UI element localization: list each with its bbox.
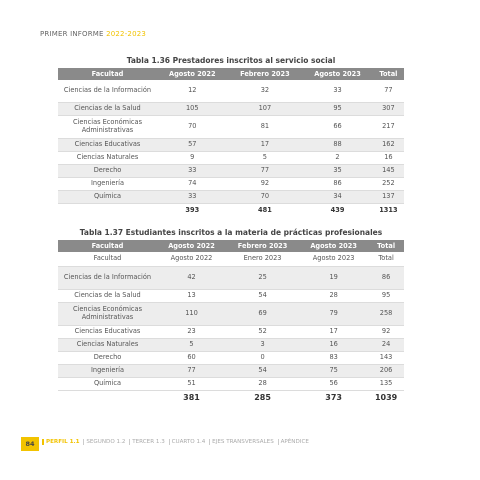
table-cell: 145 <box>373 165 404 178</box>
totals-cell <box>58 204 157 219</box>
section-nav <box>42 439 311 445</box>
nav-item-perfil[interactable]: PERFIL 1.1 <box>42 439 82 445</box>
table-cell: 16 <box>299 339 368 352</box>
totals-cell: 1039 <box>374 393 398 403</box>
table-cell: 19 <box>299 267 368 290</box>
table-cell: 5 <box>157 339 226 352</box>
table-cell: 258 <box>368 303 404 326</box>
table-row <box>58 290 404 303</box>
table-cell: 5 <box>228 152 303 165</box>
table-cell: 42 <box>157 267 226 290</box>
table-header-row <box>58 240 404 252</box>
subheader-cell: Total <box>368 252 404 267</box>
table-cell: 143 <box>368 352 404 365</box>
table-estudiantes-block <box>58 228 404 405</box>
table-row <box>58 303 404 326</box>
table-estudiantes <box>58 240 404 405</box>
column-header: Total <box>368 240 404 252</box>
table-cell: Ciencias de la Salud <box>58 103 157 116</box>
table-row <box>58 139 404 152</box>
table-cell: 54 <box>226 365 299 378</box>
table-caption: Tabla 1.37 Estudiantes inscritos a la materia de prácticas profesionales <box>79 228 383 237</box>
table-cell: 56 <box>299 378 368 391</box>
table-cell: Química <box>58 378 157 391</box>
table-cell: Ciencias Educativas <box>58 139 157 152</box>
table-cell: 17 <box>228 139 303 152</box>
table-row <box>58 116 404 139</box>
table-cell: Ciencias Educativas <box>58 326 157 339</box>
table-cell: Derecho <box>58 352 157 365</box>
table-cell: 206 <box>368 365 404 378</box>
table-cell: Ciencias Naturales <box>58 152 157 165</box>
table-cell: Química <box>58 191 157 204</box>
table-cell: 24 <box>368 339 404 352</box>
table-subheader-row <box>58 252 404 267</box>
page-header <box>40 30 146 38</box>
table-cell: 60 <box>157 352 226 365</box>
table-row <box>58 339 404 352</box>
table-cell: 252 <box>373 178 404 191</box>
page-number: 84 <box>21 437 39 451</box>
table-cell: 77 <box>228 165 303 178</box>
totals-cell: 393 <box>185 206 200 215</box>
totals-row <box>58 204 404 219</box>
table-cell: 28 <box>226 378 299 391</box>
table-row <box>58 178 404 191</box>
table-row <box>58 326 404 339</box>
table-cell: 70 <box>228 191 303 204</box>
table-cell: Ciencias Naturales <box>58 339 157 352</box>
column-header: Total <box>373 68 404 80</box>
table-row <box>58 267 404 290</box>
column-header: Febrero 2023 <box>226 240 299 252</box>
table-cell: 70 <box>157 116 228 139</box>
totals-row <box>58 391 404 406</box>
subheader-cell: Facultad <box>58 252 157 267</box>
table-cell: 92 <box>228 178 303 191</box>
table-cell: 13 <box>157 290 226 303</box>
table-cell: 54 <box>226 290 299 303</box>
table-cell: 77 <box>157 365 226 378</box>
table-cell: 52 <box>226 326 299 339</box>
table-cell: 162 <box>373 139 404 152</box>
table-row <box>58 103 404 116</box>
table-cell: 69 <box>226 303 299 326</box>
table-prestadores-block <box>58 56 404 218</box>
table-cell: 16 <box>373 152 404 165</box>
column-header: Agosto 2022 <box>157 240 226 252</box>
table-cell: 81 <box>228 116 303 139</box>
table-cell: 217 <box>373 116 404 139</box>
table-row <box>58 352 404 365</box>
page-footer <box>0 436 480 452</box>
nav-item-apendice[interactable]: APÉNDICE <box>278 439 311 445</box>
table-cell: 57 <box>157 139 228 152</box>
totals-cell: 1313 <box>379 206 398 215</box>
table-cell: 107 <box>228 103 303 116</box>
table-cell: 86 <box>302 178 373 191</box>
column-header: Facultad <box>58 240 157 252</box>
column-header: Agosto 2023 <box>302 68 373 80</box>
table-cell: 32 <box>228 80 303 103</box>
table-cell: 74 <box>157 178 228 191</box>
table-cell: 33 <box>157 191 228 204</box>
table-cell: Derecho <box>58 165 157 178</box>
table-row <box>58 378 404 391</box>
subheader-cell: Enero 2023 <box>226 252 299 267</box>
table-cell: Ciencias de la Información <box>58 267 157 290</box>
table-row <box>58 165 404 178</box>
table-cell: Ciencias de la Salud <box>58 290 157 303</box>
table-cell: 33 <box>157 165 228 178</box>
table-cell: 25 <box>226 267 299 290</box>
table-cell: 66 <box>302 116 373 139</box>
table-cell: 2 <box>302 152 373 165</box>
header-prefix: PRIMER INFORME <box>40 30 107 38</box>
totals-cell: 373 <box>325 393 342 403</box>
table-cell: 105 <box>157 103 228 116</box>
table-cell: 51 <box>157 378 226 391</box>
table-cell: 83 <box>299 352 368 365</box>
table-cell: Ciencias Económicas Administrativas <box>58 303 157 326</box>
totals-cell <box>58 391 157 406</box>
table-cell: 3 <box>226 339 299 352</box>
table-cell: Ciencias Económicas Administrativas <box>58 116 157 139</box>
table-cell: 23 <box>157 326 226 339</box>
table-cell: 95 <box>302 103 373 116</box>
table-cell: Ciencias de la Información <box>58 80 157 103</box>
table-cell: 35 <box>302 165 373 178</box>
header-year: 2022-2023 <box>106 30 147 38</box>
table-cell: 307 <box>373 103 404 116</box>
column-header: Facultad <box>58 68 157 80</box>
totals-cell: 481 <box>258 206 272 215</box>
table-cell: 92 <box>368 326 404 339</box>
table-cell: 12 <box>157 80 228 103</box>
table-cell: 75 <box>299 365 368 378</box>
nav-item-ejes[interactable]: EJES TRANSVERSALES <box>209 439 276 445</box>
table-caption: Tabla 1.36 Prestadores inscritos al servicio social <box>126 56 336 65</box>
table-cell: 0 <box>226 352 299 365</box>
table-cell: 34 <box>302 191 373 204</box>
table-cell: 17 <box>299 326 368 339</box>
table-cell: 28 <box>299 290 368 303</box>
table-cell: 9 <box>157 152 228 165</box>
table-cell: 110 <box>157 303 226 326</box>
nav-item-segundo[interactable]: SEGUNDO 1.2 <box>83 439 127 445</box>
table-cell: 33 <box>302 80 373 103</box>
table-cell: 79 <box>299 303 368 326</box>
table-row <box>58 152 404 165</box>
totals-cell: 439 <box>330 206 345 215</box>
table-header-row <box>58 68 404 80</box>
subheader-cell: Agosto 2022 <box>157 252 226 267</box>
table-prestadores <box>58 68 404 218</box>
subheader-cell: Agosto 2023 <box>299 252 368 267</box>
column-header: Agosto 2022 <box>157 68 228 80</box>
table-cell: Ingeniería <box>58 178 157 191</box>
table-row <box>58 80 404 103</box>
table-cell: Ingeniería <box>58 365 157 378</box>
table-cell: 137 <box>373 191 404 204</box>
totals-cell: 381 <box>183 393 200 403</box>
nav-item-tercer[interactable]: TERCER 1.3 <box>129 439 167 445</box>
column-header: Agosto 2023 <box>299 240 368 252</box>
table-row <box>58 191 404 204</box>
table-row <box>58 365 404 378</box>
table-cell: 86 <box>368 267 404 290</box>
table-cell: 95 <box>368 290 404 303</box>
table-cell: 88 <box>302 139 373 152</box>
totals-cell: 285 <box>254 393 271 403</box>
column-header: Febrero 2023 <box>228 68 303 80</box>
table-cell: 135 <box>368 378 404 391</box>
table-cell: 77 <box>373 80 404 103</box>
nav-item-cuarto[interactable]: CUARTO 1.4 <box>169 439 208 445</box>
